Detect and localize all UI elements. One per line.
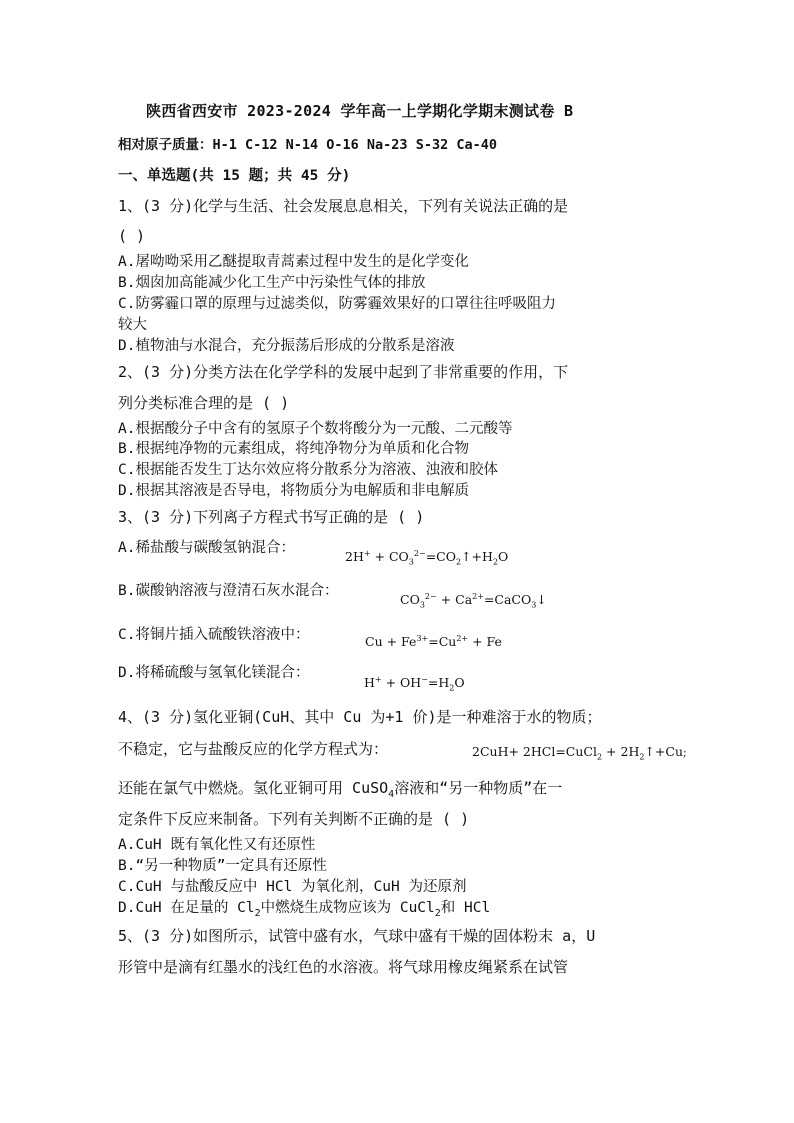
q2-option-b: B.根据纯净物的元素组成，将纯净物分为单质和化合物 xyxy=(118,441,469,457)
q3-option-a: A.稀盐酸与碳酸氢钠混合： xyxy=(118,540,295,556)
q1-stem-line1: 1、(3 分)化学与生活、社会发展息息相关，下列有关说法正确的是 xyxy=(118,197,569,215)
atomic-mass-line: 相对原子质量：H-1 C-12 N-14 O-16 Na-23 S-32 Ca-40 xyxy=(118,137,497,153)
section-heading: 一、单选题(共 15 题；共 45 分) xyxy=(118,168,351,184)
q3-stem: 3、(3 分)下列离子方程式书写正确的是 ( ) xyxy=(118,508,425,526)
q4-stem-line4: 定条件下反应来制备。下列有关判断不正确的是 ( ) xyxy=(118,810,470,828)
q2-stem-line1: 2、(3 分)分类方法在化学学科的发展中起到了非常重要的作用，下 xyxy=(118,363,569,381)
q5-stem-line1: 5、(3 分)如图所示，试管中盛有水，气球中盛有干燥的固体粉末 a，U xyxy=(118,927,596,945)
q3-equation-b: $CO_3^{2-}$ + $Ca^{2+}=CaCO_3↓$ xyxy=(400,591,547,610)
q1-option-a: A.屠呦呦采用乙醚提取青蒿素过程中发生的是化学变化 xyxy=(118,254,469,270)
q5-stem-line2: 形管中是滴有红墨水的浅红色的水溶液。将气球用橡皮绳紧系在试管 xyxy=(118,958,569,976)
q3-option-b: B.碳酸钠溶液与澄清石灰水混合： xyxy=(118,583,339,599)
q4-stem-line3b: 溶液和“另一种物质”在一 xyxy=(394,779,563,797)
q3-option-d: D.将稀硫酸与氢氧化镁混合： xyxy=(118,665,310,681)
q4-option-c: C.CuH 与盐酸反应中 HCl 为氧化剂，CuH 为还原剂 xyxy=(118,879,467,895)
q4-option-d-part1: D.CuH 在足量的 Cl xyxy=(118,900,255,916)
page-title: 陕西省西安市 2023-2024 学年高一上学期化学期末测试卷 B xyxy=(146,102,574,120)
q1-option-b: B.烟囱加高能减少化工生产中污染性气体的排放 xyxy=(118,275,426,291)
q4-stem-line3: 还能在氯气中燃烧。氢化亚铜可用 CuSO$_4$溶液和“另一种物质”在一 xyxy=(118,779,563,800)
q4-option-a: A.CuH 既有氧化性又有还原性 xyxy=(118,837,316,853)
q1-stem-line2: ( ) xyxy=(118,227,146,245)
q4-option-d-part2: 中燃烧生成物应该为 CuCl xyxy=(260,900,435,916)
q1-option-c-line2: 较大 xyxy=(118,317,147,333)
q2-option-d: D.根据其溶液是否导电，将物质分为电解质和非电解质 xyxy=(118,483,469,499)
q4-option-b: B.“另一种物质”一定具有还原性 xyxy=(118,858,327,874)
q3-option-c: C.将铜片插入硫酸铁溶液中： xyxy=(118,627,310,643)
q2-option-a: A.根据酸分子中含有的氢原子个数将酸分为一元酸、二元酸等 xyxy=(118,421,513,437)
q4-stem-line2: 不稳定，它与盐酸反应的化学方程式为： xyxy=(118,740,389,758)
q3-equation-a: $2H^+ + CO_3^{2-}=CO_2↑+H_2O$ xyxy=(345,548,509,567)
q4-stem-line1: 4、(3 分)氢化亚铜(CuH、其中 Cu 为+1 价)是一种难溶于水的物质； xyxy=(118,708,602,726)
q4-reaction-equation: 2CuH+ 2HCl=CuCl$_2$ + $2H_2↑+Cu$; xyxy=(472,744,687,762)
q4-stem-line3a: 还能在氯气中燃烧。氢化亚铜可用 CuSO xyxy=(118,779,389,797)
q3-equation-d: $H^+ + OH^-=H_2O$ xyxy=(364,674,465,693)
q4-option-d-part3: 和 HCl xyxy=(440,900,491,916)
q1-option-c-line1: C.防雾霾口罩的原理与过滤类似，防雾霾效果好的口罩往往呼吸阻力 xyxy=(118,296,556,312)
q4-option-d: D.CuH 在足量的 $Cl_2$中燃烧生成物应该为 CuCl$_2$和 HCl xyxy=(118,900,491,919)
q2-stem-line2: 列分类标准合理的是 ( ) xyxy=(118,394,290,412)
q3-equation-c: $Cu + Fe^{3+}=Cu^{2+} + Fe$ xyxy=(365,633,502,649)
q2-option-c: C.根据能否发生丁达尔效应将分散系分为溶液、浊液和胶体 xyxy=(118,462,498,478)
q1-option-d: D.植物油与水混合，充分振荡后形成的分散系是溶液 xyxy=(118,338,455,354)
